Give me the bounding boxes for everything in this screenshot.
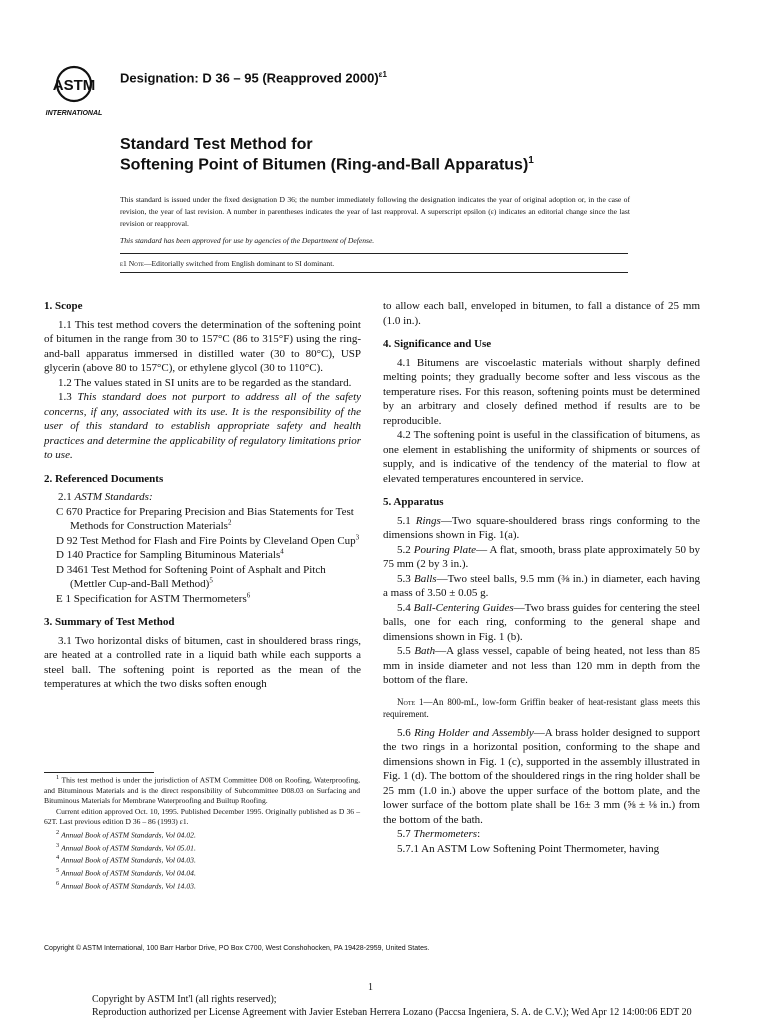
- paragraph: 5.4 Ball-Centering Guides—Two brass guides for centering the steel balls, one for each ring, conforming to the general shape and dimensions shown in Fig. 1 (b).: [383, 601, 700, 643]
- paragraph: 3.1 Two horizontal disks of bitumen, cast in shouldered brass rings, are heated at a controlled rate in a liquid bath while each supports a steel ball. The softening point is reported as the mean of the temperatures at which the two disks soften enough: [44, 634, 361, 690]
- paragraph: 5.7 Thermometers:: [397, 828, 481, 840]
- reproduction-line-2: Reproduction authorized per License Agreement with Javier Esteban Herrera Lozano (Paccsa Ingeniera, S. A. de C.V.); Wed Apr 12 14:00:06 EDT 20: [92, 1007, 692, 1018]
- footnote: Current edition approved Oct. 10, 1995. Published December 1995. Originally published as D 36 – 62T. Last previous edition D 36 – 86 (1993) ε1.: [44, 806, 360, 827]
- left-column: [44, 299, 361, 692]
- divider: [120, 253, 628, 254]
- note-1: Note 1—An 800-mL, low-form Griffin beaker of heat-resistant glass meets this requirement.: [383, 696, 700, 719]
- section-heading-significance: 4. Significance and Use: [383, 338, 492, 350]
- reference-item: E 1 Specification for ASTM Thermometers$^6$: [56, 590, 251, 605]
- section-heading-scope: 1. Scope: [44, 300, 83, 312]
- paragraph: 4.2 The softening point is useful in the classification of bitumens, as one element in establishing the uniformity of shipments or sources of supply, and is indicative of the tendency of the material to flow at elevated temperatures encountered in service.: [383, 429, 700, 485]
- paragraph: 1.2 The values stated in SI units are to be regarded as the standard.: [58, 376, 352, 389]
- footnote: $^4$ Annual Book of ASTM Standards, Vol 04.03.: [56, 854, 196, 865]
- paragraph: 5.7.1 An ASTM Low Softening Point Thermometer, having: [397, 842, 660, 855]
- paragraph: 5.2 Pouring Plate— A flat, smooth, brass plate approximately 50 by 75 mm (2 by 3 in.).: [383, 543, 700, 570]
- copyright-notice: Copyright © ASTM International, 100 Barr Harbor Drive, PO Box C700, West Conshohocken, PA 19428-2959, United States.: [44, 945, 430, 952]
- page-number: 1: [368, 982, 373, 993]
- reference-item: C 670 Practice for Preparing Precision and Bias Statements for Test Methods for Construction Materials$^2$: [56, 505, 354, 532]
- footnote: $^6$ Annual Book of ASTM Standards, Vol 14.03.: [56, 880, 196, 891]
- paragraph: 5.5 Bath—A glass vessel, capable of being heated, not less than 85 mm in inside diameter and not less than 120 mm in depth from the bottom of the flare.: [383, 645, 700, 686]
- section-heading-referenced-documents: 2. Referenced Documents: [44, 472, 164, 485]
- reference-item: D 92 Test Method for Flash and Fire Points by Cleveland Open Cup$^3$: [56, 532, 360, 547]
- paragraph: 4.1 Bitumens are viscoelastic materials without sharply defined melting points; they gradually become softer and less viscous as the temperature rises. For this reason, softening points must be determined by an arbitrary and closely defined method if results are to be reproducible.: [383, 356, 700, 427]
- paragraph: 5.3 Balls—Two steel balls, 9.5 mm (⅜ in.) in diameter, each having a mass of 3.50 ± 0.05 g.: [383, 572, 700, 599]
- footnotes: [44, 773, 360, 892]
- paragraph: 5.6 Ring Holder and Assembly—A brass holder designed to support the two rings in a horizontal position, conforming to the shape and dimensions shown in Fig. 1 (c), supported in the assembly illustrated in Fig. 1 (d). The bottom of the shouldered rings in the ring holder shall be 25 mm (1.0 in.) above the upper surface of the bottom plate, and the lower surface of the bottom plate shall be 16± 3 mm (⅝ ± ⅛ in.) from the bottom of the bath.: [383, 726, 700, 826]
- title-line-1: Standard Test Method for: [120, 136, 313, 153]
- designation: Designation: D 36 – 95 (Reapproved 2000)$^{\varepsilon 1}$: [120, 70, 387, 86]
- issuance-notice: This standard is issued under the fixed designation D 36; the number immediately following the designation indicates the year of original adoption or, in the case of revision, the year of last revision. A number in parentheses indicates the year of last reapproval. A superscript epsilon (ε) indicates an editorial change since the last revision or reapproval.: [120, 195, 630, 228]
- paragraph: 1.3 This standard does not purport to address all of the safety concerns, if any, associated with its use. It is the responsibility of the user of this standard to establish appropriate safety and health practices and determine the applicability of regulatory limitations prior to use.: [44, 391, 362, 461]
- title-line-2: Softening Point of Bitumen (Ring-and-Ball Apparatus)$^1$: [120, 155, 534, 174]
- paragraph: to allow each ball, enveloped in bitumen, to fall a distance of 25 mm (1.0 in.).: [383, 300, 700, 327]
- astm-logo: [44, 62, 112, 118]
- editorial-note: ε1 Note—Editorially switched from English dominant to SI dominant.: [120, 259, 335, 268]
- approval-notice: This standard has been approved for use by agencies of the Department of Defense.: [120, 236, 375, 245]
- section-heading-apparatus: 5. Apparatus: [383, 496, 444, 508]
- reproduction-line-1: Copyright by ASTM Int'l (all rights reserved);: [92, 994, 277, 1005]
- reference-item: D 140 Practice for Sampling Bituminous Materials$^4$: [56, 547, 284, 561]
- footnote: $^1$ This test method is under the jurisdiction of ASTM Committee D08 on Roofing, Waterproofing, and Bituminous Materials and is the direct responsibility of Subcommittee D08.03 on Surfacing and Bituminous Materials for Membrane Waterproofing and Builtup Roofing.: [44, 774, 360, 806]
- paragraph: 1.1 This test method covers the determination of the softening point of bitumen in the range from 30 to 157°C (86 to 315°F) using the ring-and-ball apparatus immersed in distilled water (30 to 80°C), USP glycerin (above 80 to 157°C), or ethylene glycol (30 to 110°C).: [44, 318, 361, 374]
- footnote: $^5$ Annual Book of ASTM Standards, Vol 04.04.: [56, 867, 196, 878]
- divider: [120, 272, 628, 273]
- footnote: $^2$ Annual Book of ASTM Standards, Vol 04.02.: [56, 828, 196, 840]
- reference-item: D 3461 Test Method for Softening Point of Asphalt and Pitch (Mettler Cup-and-Ball Method)$^5$: [56, 563, 326, 590]
- paragraph: 5.1 Rings—Two square-shouldered brass rings conforming to the dimensions shown in Fig. 1(a).: [383, 514, 700, 541]
- svg-text:INTERNATIONAL: INTERNATIONAL: [45, 110, 103, 117]
- svg-text:ASTM: ASTM: [52, 77, 96, 94]
- section-heading-summary: 3. Summary of Test Method: [44, 616, 175, 628]
- right-column: [383, 299, 700, 856]
- paragraph: 2.1 ASTM Standards:: [58, 491, 153, 503]
- footnote: $^3$ Annual Book of ASTM Standards, Vol 05.01.: [56, 841, 196, 853]
